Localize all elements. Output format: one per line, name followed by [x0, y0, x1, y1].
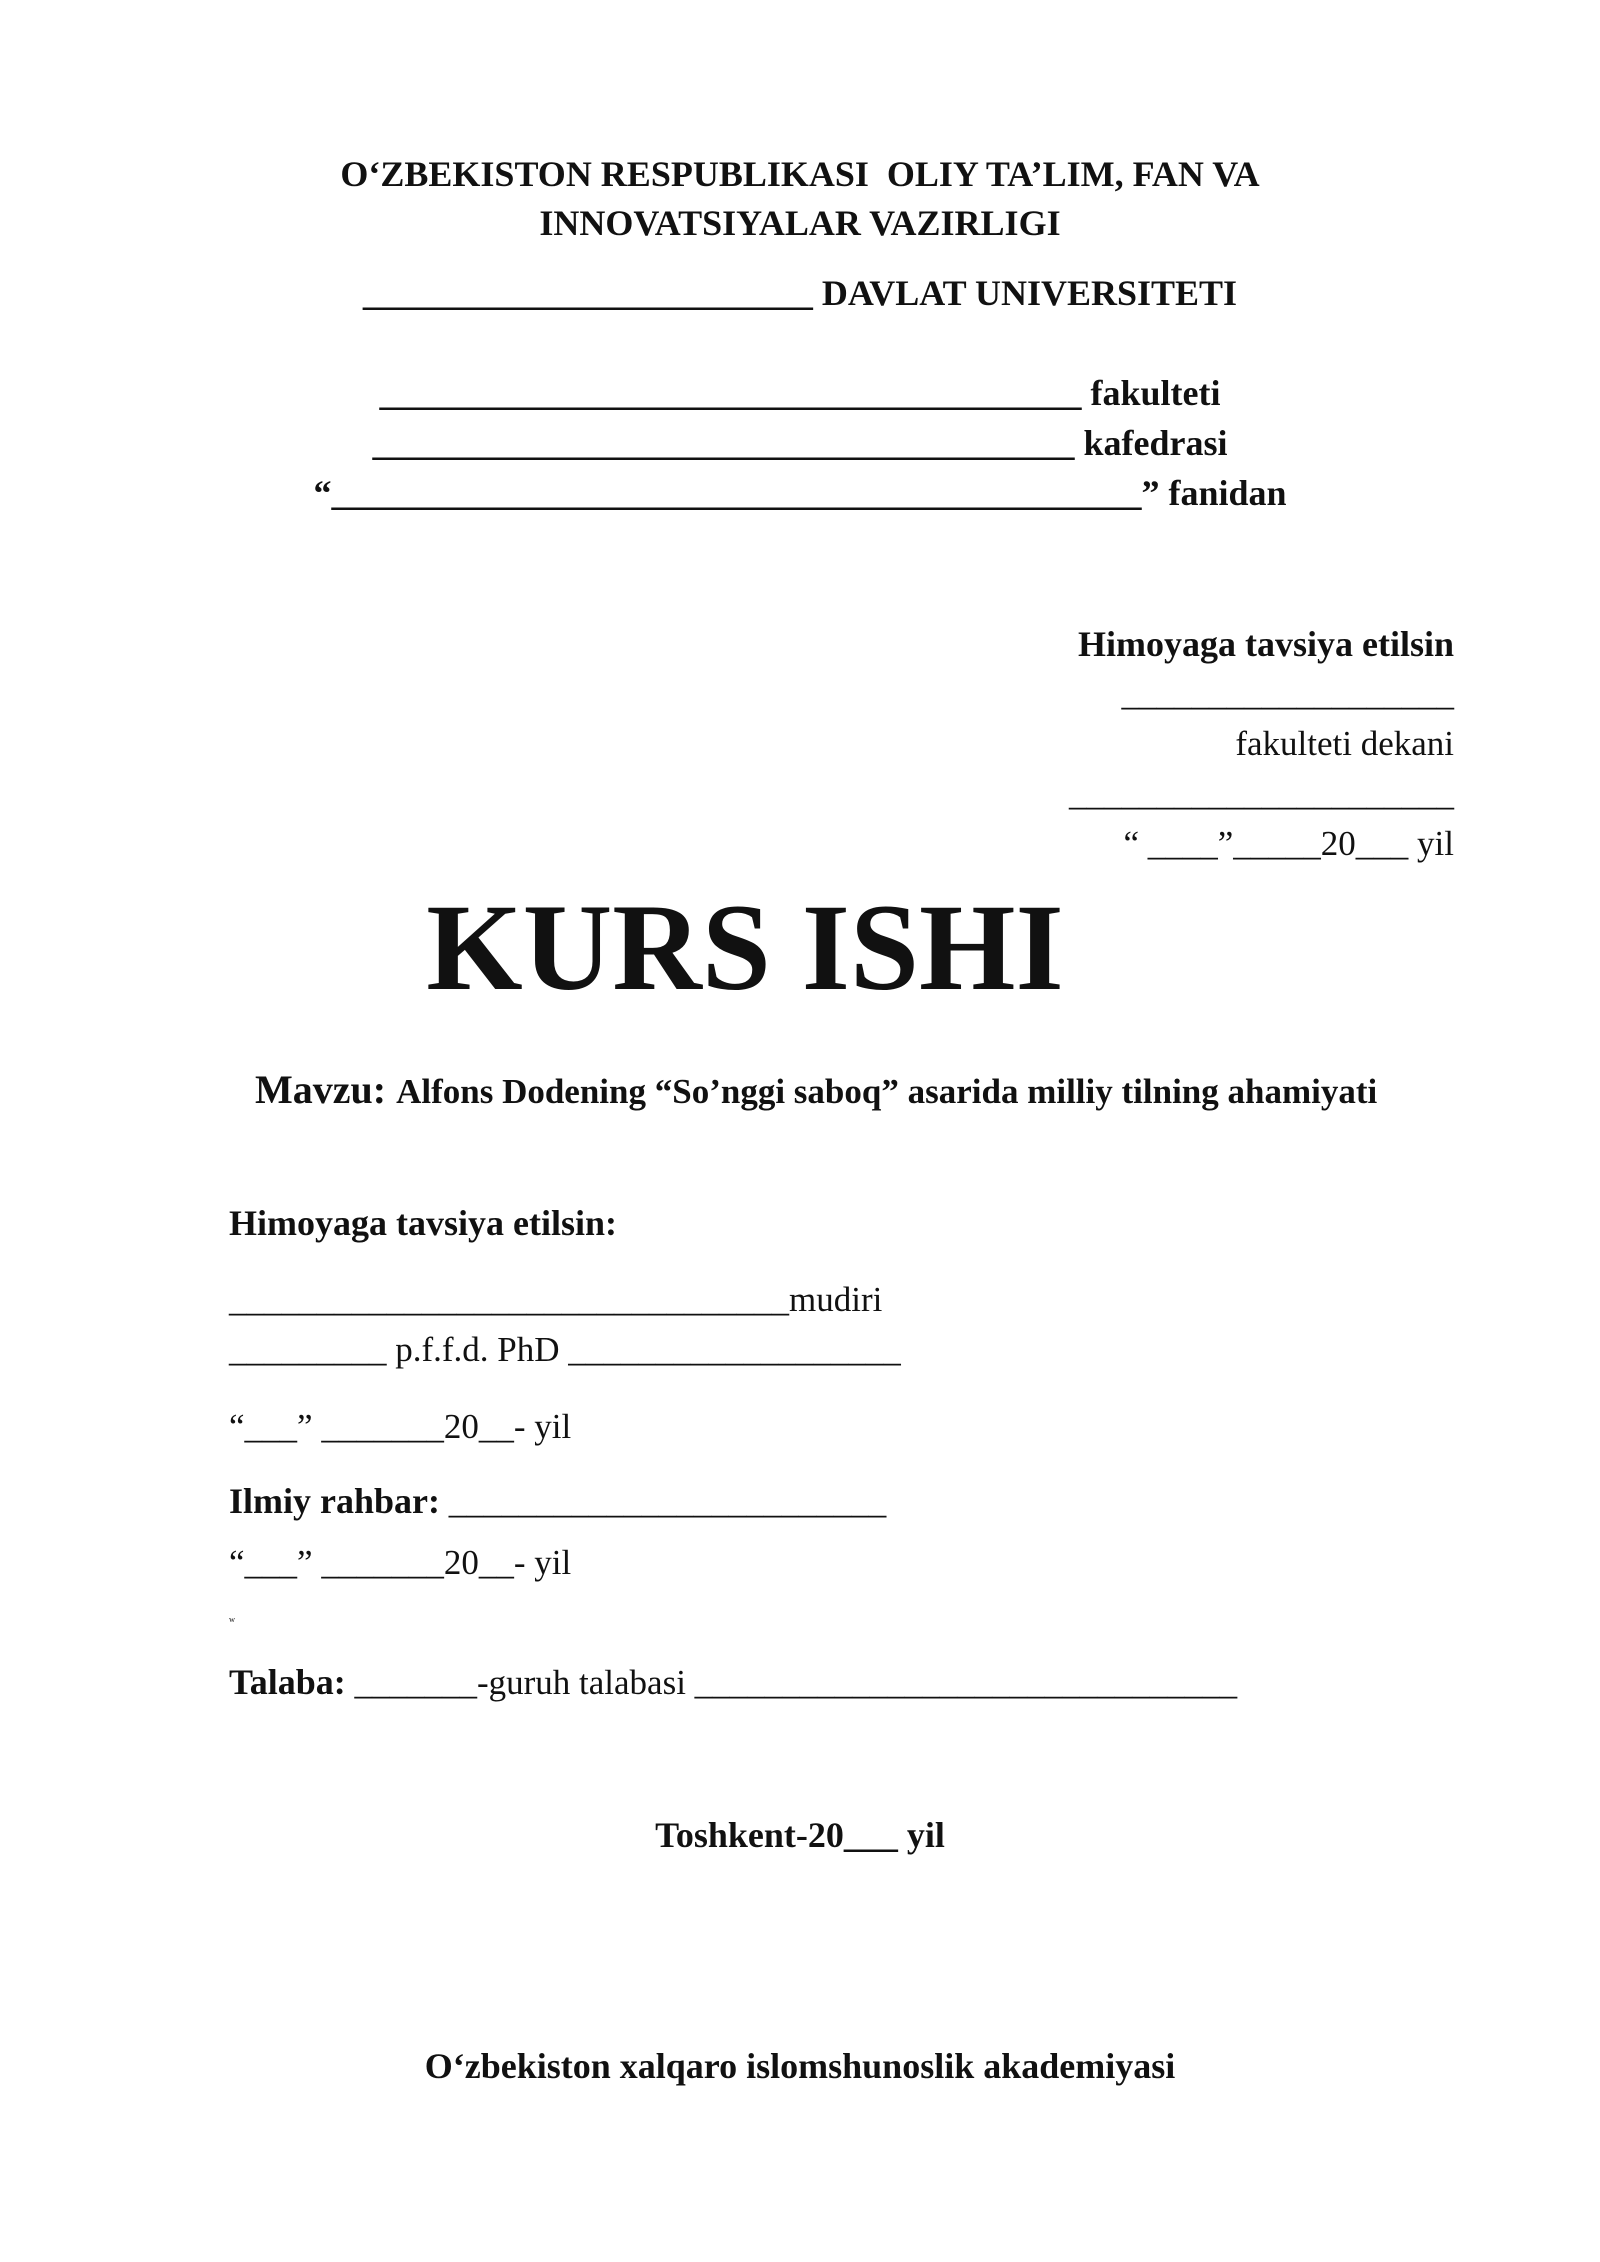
ministry-line-2: INNOVATSIYALAR VAZIRLIGI [539, 203, 1061, 243]
date-line-2: “___” _______20__- yil [229, 1543, 572, 1582]
supervisor-label: Ilmiy rahbar: [229, 1481, 440, 1521]
approval-top-title: Himoyaga tavsiya etilsin [1078, 624, 1454, 664]
supervisor-blank: _________________________ [440, 1482, 887, 1521]
head-line: ________________________________mudiri [229, 1280, 883, 1319]
stray-mark: ʷ [229, 1615, 235, 1630]
academy-name: O‘zbekiston xalqaro islomshunoslik akademiyasi [424, 2046, 1176, 2086]
supervisor-line [229, 1481, 886, 1522]
department-line: _______________________________________ kafedrasi [372, 423, 1228, 463]
dean-label: fakulteti dekani [1235, 724, 1454, 763]
subject-line: “_____________________________________________” fanidan [313, 473, 1287, 513]
approval-top-date: “ ____”_____20___ yil [1123, 824, 1454, 863]
approval-top-sign-line: ___________________ [1121, 674, 1454, 713]
approval-bottom-title: Himoyaga tavsiya etilsin: [229, 1203, 617, 1243]
topic-text: Alfons Dodening “So’nggi saboq” asarida milliy tilning ahamiyati [396, 1072, 1378, 1111]
ministry-line-1: O‘ZBEKISTON RESPUBLIKASI OLIY TA’LIM, FAN VA [340, 154, 1260, 194]
student-label: Talaba: [229, 1662, 346, 1702]
document-title: KURS ISHI [426, 879, 1064, 1016]
university-line: _________________________ DAVLAT UNIVERSITETI [362, 273, 1238, 313]
approval-top-sign-line-2: ______________________ [1069, 774, 1454, 813]
faculty-line: _______________________________________ fakulteti [379, 373, 1221, 413]
city-year: Toshkent-20___ yil [655, 1815, 945, 1855]
student-blank: _______-guruh talabasi _______________________________ [345, 1663, 1238, 1702]
date-line-1: “___” _______20__- yil [229, 1407, 572, 1446]
student-line [229, 1662, 1237, 1703]
degree-line: _________ p.f.f.d. PhD ___________________ [229, 1330, 901, 1369]
topic-line [255, 1067, 1377, 1113]
topic-label: Mavzu: [255, 1067, 387, 1112]
